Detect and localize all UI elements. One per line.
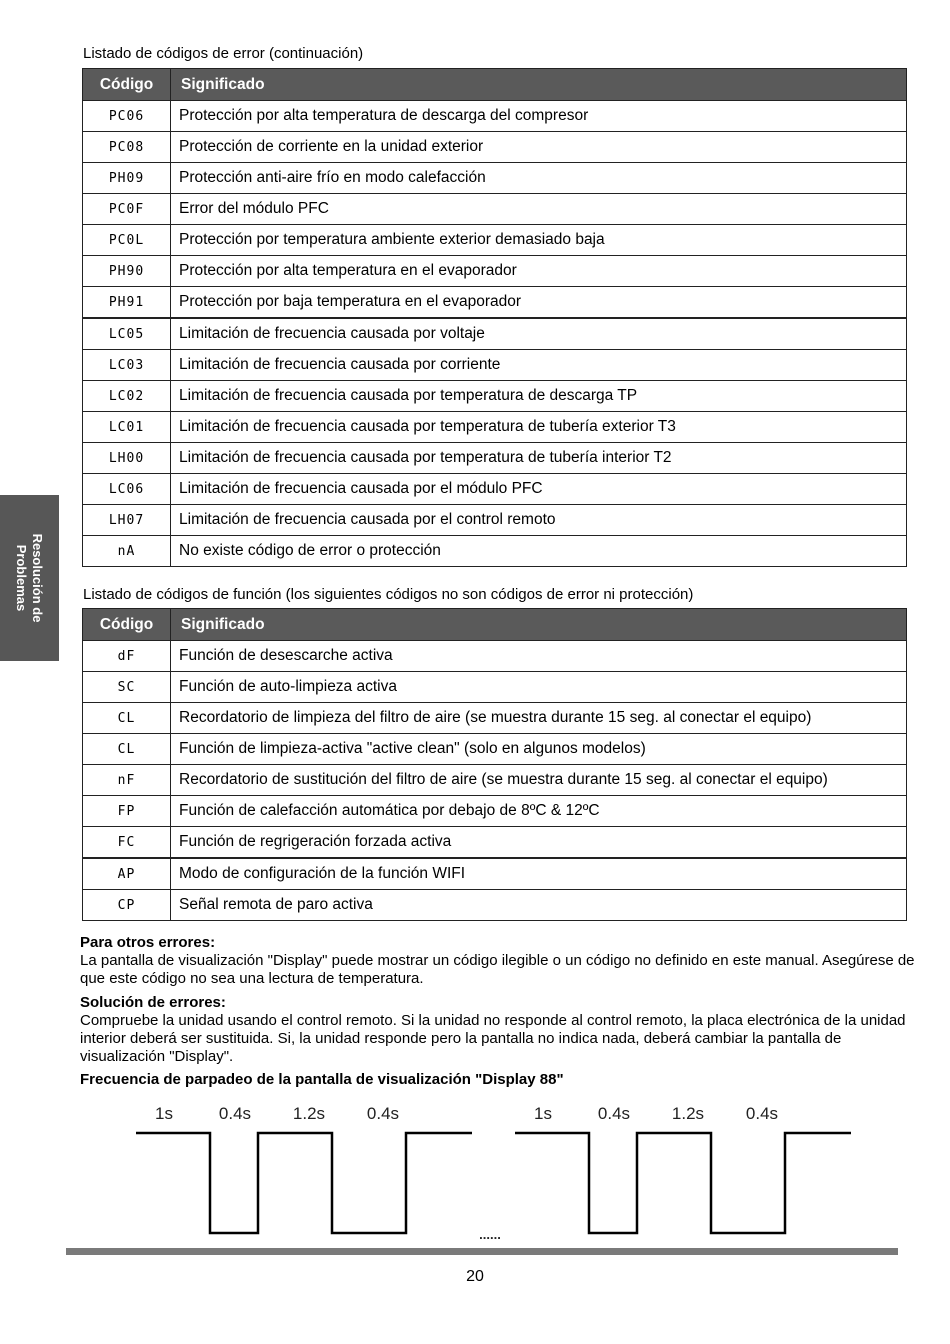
table-row — [83, 796, 907, 827]
code-cell: PH90 — [83, 256, 171, 287]
code-cell: LC03 — [83, 350, 171, 381]
function-codes-table — [82, 608, 907, 921]
code-cell: SC — [83, 672, 171, 703]
table-row — [83, 194, 907, 225]
code-cell: FP — [83, 796, 171, 827]
side-tab-line-2: Problemas — [14, 544, 29, 612]
table-row — [83, 827, 907, 859]
meaning-cell: Limitación de frecuencia causada por temperatura de tubería exterior T3 — [171, 412, 907, 443]
code-cell: PH91 — [83, 287, 171, 319]
column-header-meaning: Significado — [171, 69, 907, 101]
column-header-code: Código — [83, 609, 171, 641]
table-row — [83, 318, 907, 350]
code-cell: PC0F — [83, 194, 171, 225]
waveform-left — [136, 1133, 472, 1233]
table-row — [83, 132, 907, 163]
label-1s-right: 1s — [534, 1104, 552, 1123]
meaning-cell: Protección por baja temperatura en el evaporador — [171, 287, 907, 319]
meaning-cell: Protección anti-aire frío en modo calefacción — [171, 163, 907, 194]
meaning-cell: Función de auto-limpieza activa — [171, 672, 907, 703]
table-row — [83, 641, 907, 672]
meaning-cell: Protección de corriente en la unidad exterior — [171, 132, 907, 163]
label-0-4s-right-a: 0.4s — [597, 1104, 631, 1123]
table-row — [83, 256, 907, 287]
label-0-4s-left-b: 0.4s — [366, 1104, 400, 1123]
table-row — [83, 890, 907, 921]
table-row — [83, 703, 907, 734]
meaning-cell: No existe código de error o protección — [171, 536, 907, 567]
blink-waveform-diagram — [0, 1095, 950, 1245]
table-row — [83, 858, 907, 890]
code-cell: LC06 — [83, 474, 171, 505]
meaning-cell: Función de regrigeración forzada activa — [171, 827, 907, 859]
code-cell: nA — [83, 536, 171, 567]
code-cell: LC01 — [83, 412, 171, 443]
meaning-cell: Limitación de frecuencia causada por el control remoto — [171, 505, 907, 536]
code-cell: PC08 — [83, 132, 171, 163]
code-cell: LC05 — [83, 318, 171, 350]
meaning-cell: Limitación de frecuencia causada por voltaje — [171, 318, 907, 350]
code-cell: CP — [83, 890, 171, 921]
meaning-cell: Recordatorio de sustitución del filtro de aire (se muestra durante 15 seg. al conectar el equipo) — [171, 765, 907, 796]
table-row — [83, 350, 907, 381]
code-cell: LH07 — [83, 505, 171, 536]
error-table-caption: Listado de códigos de error (continuación) — [83, 45, 364, 62]
code-cell: CL — [83, 703, 171, 734]
troubleshooting-text: Compruebe la unidad usando el control remoto. Si la unidad no responde al control remoto, la placa electrónica de la unidad interior deberá ser sustituida. Si, la unidad responde pero la pantalla no indica nada, deberá cambiar la pantalla de visualización "Display". — [80, 1012, 906, 1065]
waveform-right — [515, 1133, 851, 1233]
meaning-cell: Recordatorio de limpieza del filtro de aire (se muestra durante 15 seg. al conectar el equipo) — [171, 703, 907, 734]
code-cell: PH09 — [83, 163, 171, 194]
function-table-caption: Listado de códigos de función (los siguientes códigos no son códigos de error ni protección) — [83, 586, 694, 603]
side-tab-line-1: Resolución de — [30, 533, 45, 623]
meaning-cell: Limitación de frecuencia causada por corriente — [171, 350, 907, 381]
table-row — [83, 765, 907, 796]
code-cell: PC06 — [83, 101, 171, 132]
table-row — [83, 381, 907, 412]
meaning-cell: Función de limpieza-activa "active clean" (solo en algunos modelos) — [171, 734, 907, 765]
code-cell: PC0L — [83, 225, 171, 256]
label-1-2s-left: 1.2s — [292, 1104, 326, 1123]
table-row — [83, 474, 907, 505]
blink-frequency-heading: Frecuencia de parpadeo de la pantalla de visualización "Display 88" — [80, 1071, 564, 1088]
meaning-cell: Modo de configuración de la función WIFI — [171, 858, 907, 890]
meaning-cell: Protección por alta temperatura de descarga del compresor — [171, 101, 907, 132]
code-cell: nF — [83, 765, 171, 796]
code-cell: LH00 — [83, 443, 171, 474]
table-row — [83, 505, 907, 536]
meaning-cell: Señal remota de paro activa — [171, 890, 907, 921]
table-row — [83, 163, 907, 194]
footer-rule — [66, 1248, 898, 1255]
table-row — [83, 536, 907, 567]
meaning-cell: Limitación de frecuencia causada por temperatura de tubería interior T2 — [171, 443, 907, 474]
code-cell: FC — [83, 827, 171, 859]
label-0-4s-right-b: 0.4s — [745, 1104, 779, 1123]
column-header-meaning: Significado — [171, 609, 907, 641]
column-header-code: Código — [83, 69, 171, 101]
code-cell: LC02 — [83, 381, 171, 412]
table-row — [83, 734, 907, 765]
meaning-cell: Función de desescarche activa — [171, 641, 907, 672]
meaning-cell: Función de calefacción automática por debajo de 8ºC & 12ºC — [171, 796, 907, 827]
table-header-row — [83, 69, 907, 101]
table-row — [83, 443, 907, 474]
table-row — [83, 225, 907, 256]
section-side-tab-label — [13, 534, 45, 623]
table-row — [83, 672, 907, 703]
table-row — [83, 412, 907, 443]
label-1s-left: 1s — [155, 1104, 173, 1123]
table-header-row — [83, 609, 907, 641]
meaning-cell: Protección por temperatura ambiente exterior demasiado baja — [171, 225, 907, 256]
table-row — [83, 287, 907, 319]
meaning-cell: Error del módulo PFC — [171, 194, 907, 225]
label-1-2s-right: 1.2s — [671, 1104, 705, 1123]
meaning-cell: Limitación de frecuencia causada por temperatura de descarga TP — [171, 381, 907, 412]
code-cell: dF — [83, 641, 171, 672]
code-cell: AP — [83, 858, 171, 890]
meaning-cell: Protección por alta temperatura en el evaporador — [171, 256, 907, 287]
other-errors-text: La pantalla de visualización "Display" puede mostrar un código ilegible o un código no definido en este manual. Asegúrese de que este código no sea una lectura de temperatura. — [80, 952, 915, 987]
error-codes-table — [82, 68, 907, 567]
code-cell: CL — [83, 734, 171, 765]
label-0-4s-left-a: 0.4s — [218, 1104, 252, 1123]
other-errors-heading: Para otros errores: — [80, 934, 216, 951]
troubleshooting-heading: Solución de errores: — [80, 994, 226, 1011]
waveform-ellipsis: ...... — [479, 1227, 501, 1242]
meaning-cell: Limitación de frecuencia causada por el módulo PFC — [171, 474, 907, 505]
page-number: 20 — [466, 1268, 484, 1285]
table-row — [83, 101, 907, 132]
